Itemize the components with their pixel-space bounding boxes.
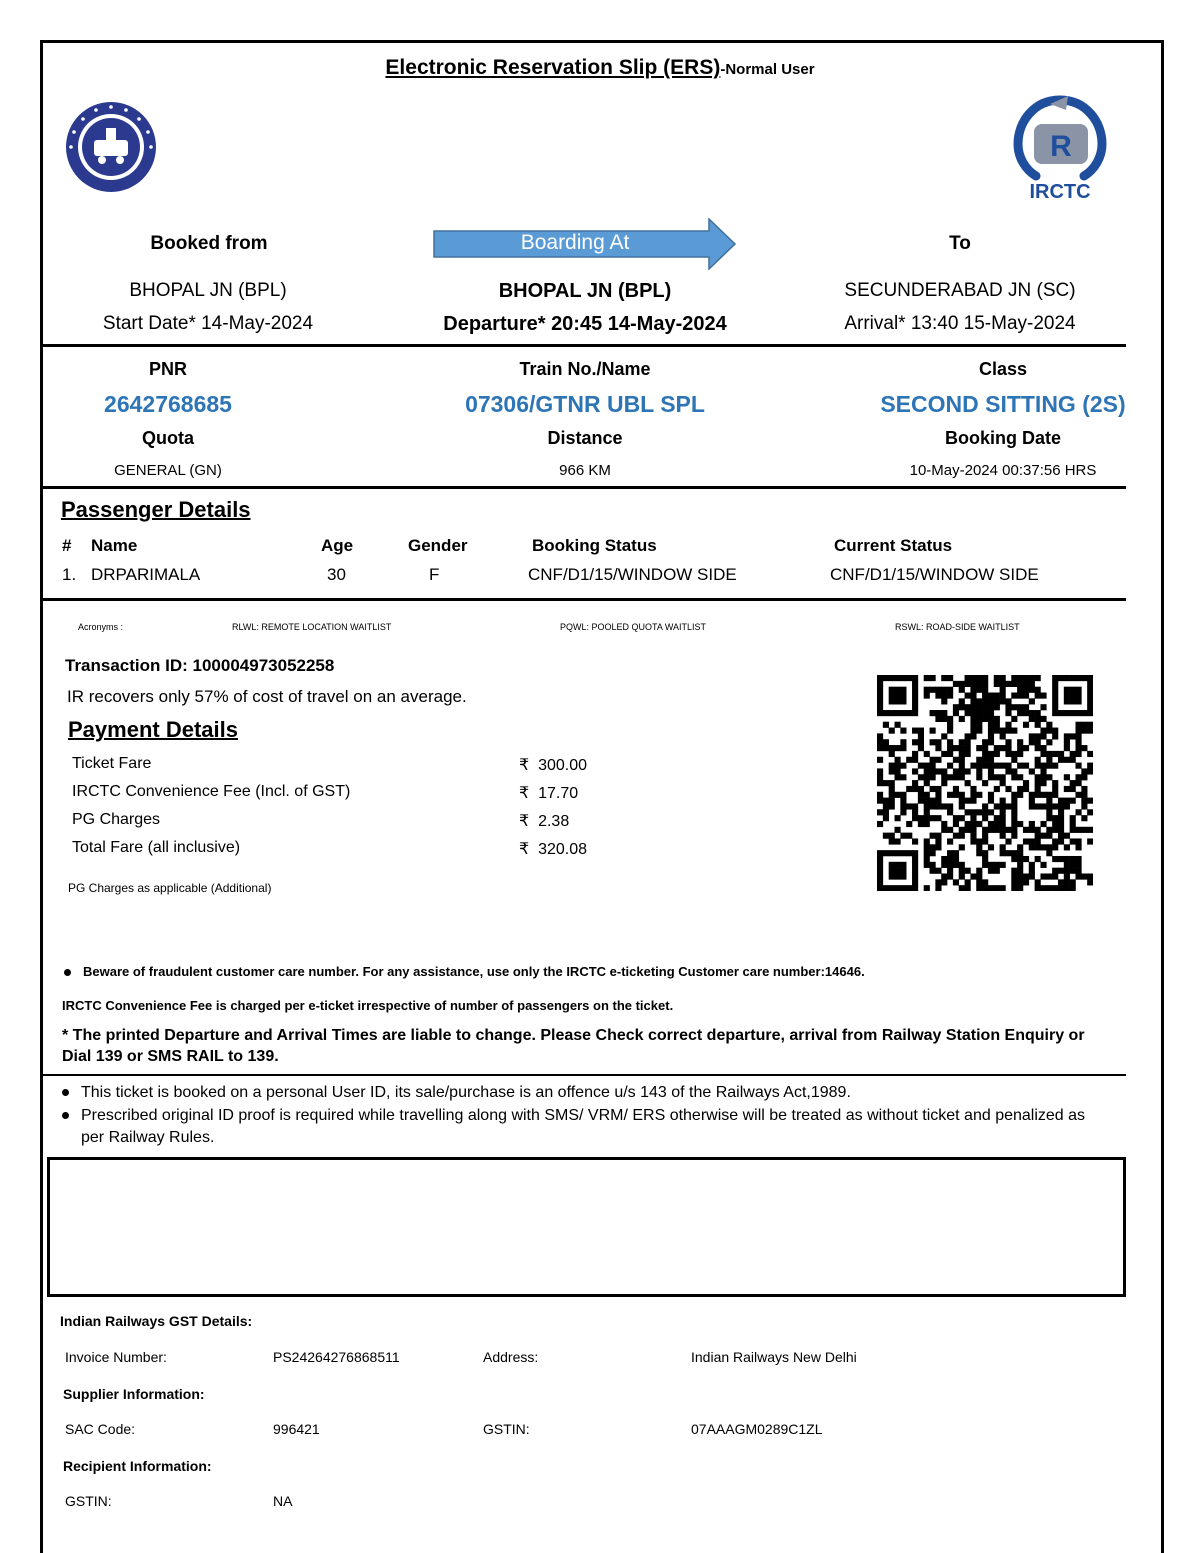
rule-item [62, 1105, 1092, 1149]
train-label: Train No./Name [519, 359, 651, 379]
sac-label: SAC Code: [65, 1421, 136, 1437]
rule-item [62, 1084, 1102, 1102]
payment-amount: 320.08 [538, 841, 588, 858]
distance-label: Distance [547, 428, 623, 448]
notice-timing: * The printed Departure and Arrival Times are liable to change. Please Check correct departure, arrival from Railway Station Enquiry or Dial 139 or SMS RAIL to 139. [62, 1027, 1085, 1065]
col-header-name: Name [91, 536, 138, 555]
boarding-station: BHOPAL JN (BPL) [498, 280, 672, 302]
pnr-value: 2642768685 [104, 391, 232, 417]
distance-value: 966 KM [559, 462, 611, 479]
booked-from-label: Booked from [150, 233, 268, 254]
to-station: SECUNDERABAD JN (SC) [844, 280, 1076, 301]
invoice-value: PS24264276868511 [273, 1349, 400, 1365]
notice-beware-text: Beware of fraudulent customer care number. For any assistance, use only the IRCTC e-ticketing Customer care number:14646. [83, 964, 865, 979]
col-header-booking-status: Booking Status [532, 536, 657, 555]
quota-value: GENERAL (GN) [114, 462, 222, 479]
ir-recovery-note: IR recovers only 57% of cost of travel on an average. [67, 687, 467, 706]
divider-notices [43, 1074, 1126, 1076]
to-label: To [949, 233, 971, 254]
frame-right [1161, 40, 1164, 1553]
acronym-pqwl: PQWL: POOLED QUOTA WAITLIST [560, 622, 707, 632]
irctc-logo-icon [1010, 92, 1110, 204]
passenger-current-status: CNF/D1/15/WINDOW SIDE [830, 565, 1039, 584]
invoice-label: Invoice Number: [65, 1349, 167, 1365]
sac-value: 996421 [273, 1421, 320, 1437]
bullet-icon [62, 1112, 69, 1119]
address-value: Indian Railways New Delhi [691, 1349, 857, 1365]
class-value: SECOND SITTING (2S) [880, 391, 1126, 417]
pg-charges-note: PG Charges as applicable (Additional) [68, 881, 272, 895]
payment-details-title: Payment Details [68, 717, 238, 742]
col-header-index: # [62, 536, 72, 555]
indian-railways-logo-icon [64, 100, 158, 194]
frame-top [40, 40, 1164, 43]
notice-beware [64, 964, 1124, 979]
blank-box [47, 1157, 1126, 1297]
payment-row-label: Total Fare (all inclusive) [72, 839, 241, 856]
rupee-symbol: ₹ [519, 841, 530, 858]
divider-passengers [43, 598, 1126, 601]
recipient-gstin-value: NA [273, 1493, 293, 1509]
rupee-symbol: ₹ [519, 757, 530, 774]
document-title [0, 56, 1200, 80]
passenger-gender: F [429, 565, 440, 584]
col-header-current-status: Current Status [834, 536, 953, 555]
frame-left [40, 40, 43, 1553]
divider-journey [43, 344, 1126, 347]
rule-text: This ticket is booked on a personal User ID, its sale/purchase is an offence u/s 143 of the Railways Act,1989. [81, 1084, 851, 1101]
booking-date-value: 10-May-2024 00:37:56 HRS [909, 462, 1097, 479]
col-header-age: Age [321, 536, 354, 555]
payment-row-amount [519, 783, 578, 803]
payment-amount: 17.70 [538, 785, 579, 802]
boarding-at-label: Boarding At [520, 231, 630, 254]
pnr-label: PNR [148, 359, 187, 379]
acronyms-label: Acronyms : [78, 622, 124, 632]
recipient-info-title: Recipient Information: [63, 1458, 212, 1474]
notice-convenience: IRCTC Convenience Fee is charged per e-ticket irrespective of number of passengers on the ticket. [62, 998, 674, 1013]
train-value: 07306/GTNR UBL SPL [465, 391, 705, 417]
address-label: Address: [483, 1349, 539, 1365]
divider-ticket [43, 486, 1126, 489]
start-date: Start Date* 14-May-2024 [102, 313, 314, 334]
payment-row-label: IRCTC Convenience Fee (Incl. of GST) [72, 783, 351, 800]
title-main: Electronic Reservation Slip (ERS) [385, 56, 721, 79]
payment-amount: 300.00 [538, 757, 588, 774]
svg-text:IRCTC: IRCTC [1029, 181, 1091, 203]
payment-row-amount [519, 839, 587, 859]
booking-date-label: Booking Date [944, 428, 1061, 448]
passenger-age: 30 [327, 565, 346, 584]
gstin-value: 07AAAGM0289C1ZL [691, 1421, 823, 1437]
bullet-icon [62, 1089, 69, 1096]
payment-amount: 2.38 [538, 813, 570, 830]
qr-code-icon [877, 675, 1093, 891]
rupee-symbol: ₹ [519, 785, 530, 802]
acronym-rswl: RSWL: ROAD-SIDE WAITLIST [895, 622, 1020, 632]
payment-row-label: Ticket Fare [72, 755, 152, 772]
gstin-label: GSTIN: [483, 1421, 530, 1437]
gst-details-title: Indian Railways GST Details: [60, 1313, 253, 1329]
departure-time: Departure* 20:45 14-May-2024 [443, 313, 727, 335]
payment-row-amount [519, 811, 569, 831]
rule-text: Prescribed original ID proof is required while travelling along with SMS/ VRM/ ERS otherwise will be treated as without ticket and penalized as per Railway Rules. [81, 1107, 1086, 1146]
transaction-id: Transaction ID: 100004973052258 [65, 656, 335, 675]
title-suffix: -Normal User [720, 61, 815, 78]
acronym-rlwl: RLWL: REMOTE LOCATION WAITLIST [232, 622, 392, 632]
payment-row-amount [519, 755, 587, 775]
passenger-details-title: Passenger Details [61, 497, 251, 522]
supplier-info-title: Supplier Information: [63, 1386, 205, 1402]
quota-label: Quota [142, 428, 194, 448]
passenger-booking-status: CNF/D1/15/WINDOW SIDE [528, 565, 737, 584]
passenger-name: DRPARIMALA [91, 565, 201, 584]
col-header-gender: Gender [408, 536, 468, 555]
class-label: Class [978, 359, 1028, 379]
bullet-icon [64, 969, 71, 976]
svg-text:R: R [1050, 130, 1072, 163]
arrival-time: Arrival* 13:40 15-May-2024 [844, 313, 1076, 334]
recipient-gstin-label: GSTIN: [65, 1493, 112, 1509]
from-station: BHOPAL JN (BPL) [129, 280, 287, 301]
passenger-index: 1. [62, 565, 77, 584]
payment-row-label: PG Charges [72, 811, 161, 828]
rupee-symbol: ₹ [519, 813, 530, 830]
